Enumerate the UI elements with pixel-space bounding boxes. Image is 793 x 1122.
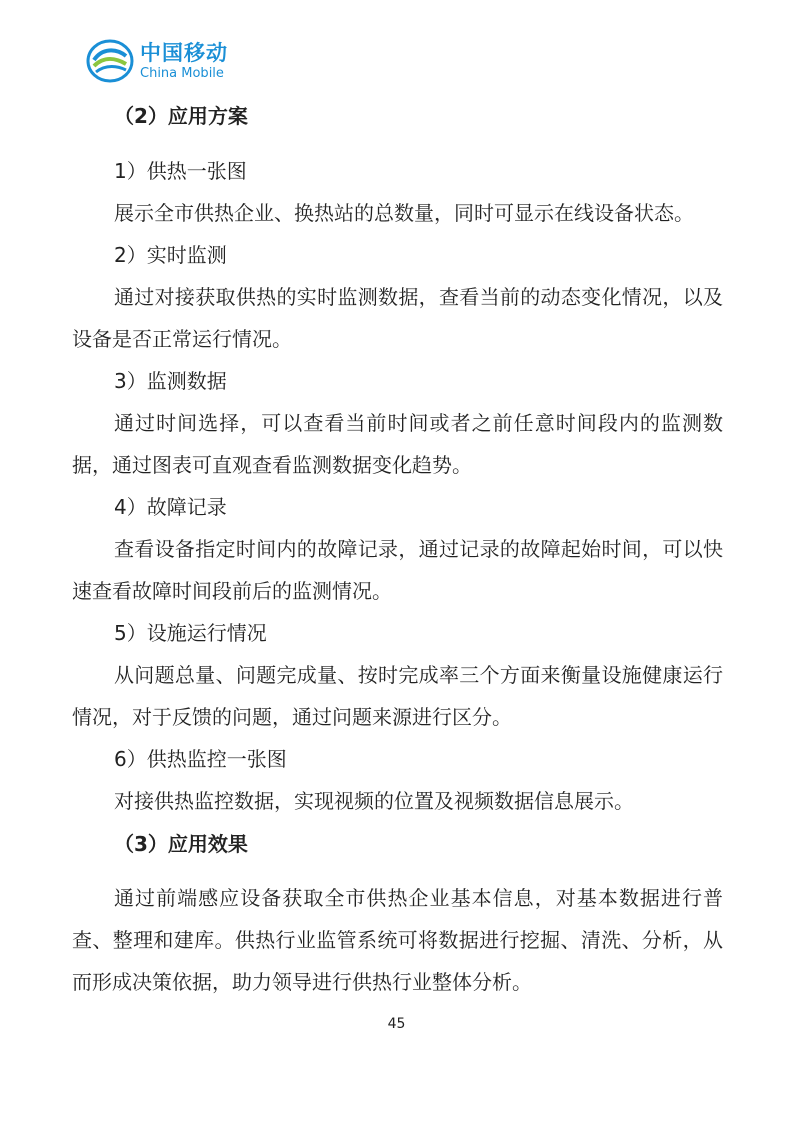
item-text: 展示全市供热企业、换热站的总数量，同时可显示在线设备状态。	[114, 201, 694, 225]
item-text: 通过对接获取供热的实时监测数据，查看当前的动态变化情况，以及设备是否正常运行情况。	[72, 285, 723, 351]
china-mobile-logo-icon	[86, 38, 134, 84]
item-text: 从问题总量、问题完成量、按时完成率三个方面来衡量设施健康运行情况，对于反馈的问题，通过问题来源进行区分。	[72, 663, 723, 729]
china-mobile-logo	[86, 38, 228, 84]
item-title: 4）故障记录	[114, 495, 227, 519]
item-text: 对接供热监控数据，实现视频的位置及视频数据信息展示。	[114, 789, 634, 813]
page-number: 45	[387, 1016, 406, 1032]
item-title: 1）供热一张图	[114, 159, 247, 183]
logo-chinese-text: 中国移动	[140, 40, 228, 65]
section-heading-application-effect: （3）应用效果	[114, 832, 248, 856]
application-effect-text: 通过前端感应设备获取全市供热企业基本信息，对基本数据进行普查、整理和建库。供热行业监管系统可将数据进行挖掘、清洗、分析，从而形成决策依据，助力领导进行供热行业整体分析。	[72, 886, 723, 994]
application-plan-list	[72, 150, 723, 822]
item-title: 2）实时监测	[114, 243, 227, 267]
item-title: 5）设施运行情况	[114, 621, 267, 645]
logo-english-text: China Mobile	[140, 65, 224, 81]
section-heading-application-plan: （2）应用方案	[114, 104, 248, 128]
item-text: 通过时间选择，可以查看当前时间或者之前任意时间段内的监测数据，通过图表可直观查看监测数据变化趋势。	[72, 411, 723, 477]
item-title: 3）监测数据	[114, 369, 227, 393]
item-title: 6）供热监控一张图	[114, 747, 287, 771]
item-text: 查看设备指定时间内的故障记录，通过记录的故障起始时间，可以快速查看故障时间段前后的监测情况。	[72, 537, 723, 603]
